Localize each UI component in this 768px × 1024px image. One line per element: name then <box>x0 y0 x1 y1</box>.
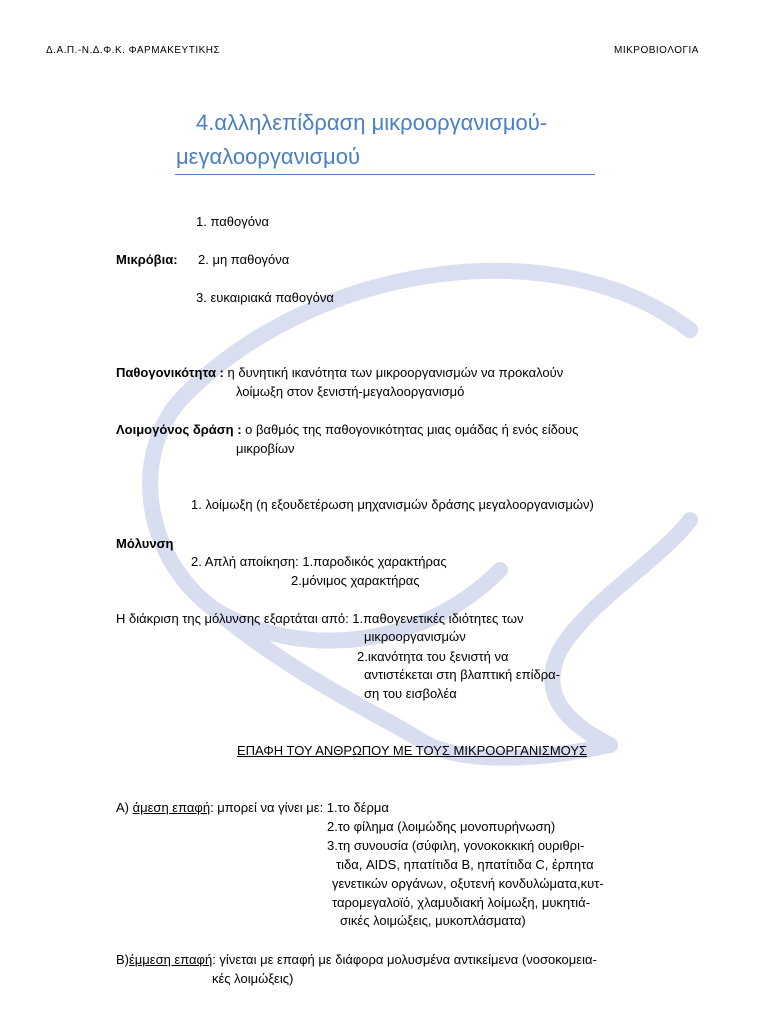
direct-contact-line-6: ταρομεγαλοϊό, χλαμυδιακή λοίμωξη, μυκητιά- <box>332 895 591 910</box>
indirect-contact-line-2: κές λοιμώξεις) <box>212 971 294 986</box>
contamination-item-2: 2. Απλή αποίκηση: 1.παροδικός χαρακτήρας <box>191 554 447 569</box>
contamination-item-1: 1. λοίμωξη (η εξουδετέρωση μηχανισμών δράσης μεγαλοοργανισμών) <box>191 497 594 512</box>
microbes-item-3: 3. ευκαιριακά παθογόνα <box>196 290 334 305</box>
title-line-2: μεγαλοοργανισμού <box>176 144 360 169</box>
title-rule <box>175 174 595 175</box>
virulence-line-1: ο βαθμός της παθογονικότητας μιας ομάδας ή ενός είδους <box>241 422 579 437</box>
pathogenicity-line-1: η δυνητική ικανότητα των μικροοργανισμών να προκαλούν <box>223 365 564 380</box>
direct-prefix: Α) <box>116 800 133 815</box>
virulence-line-2: μικροβίων <box>236 441 295 456</box>
direct-term: άμεση επαφή <box>132 800 211 815</box>
distinction-line-3: 2.ικανότητα του ξενιστή να <box>357 649 509 664</box>
pathogenicity-term: Παθογονικότητα : <box>116 365 224 380</box>
microbes-label: Μικρόβια: <box>116 252 178 267</box>
microbes-item-1: 1. παθογόνα <box>196 214 269 229</box>
direct-contact-line-2: 2.το φίλημα (λοιμώδης μονοπυρήνωση) <box>327 819 556 834</box>
header-right: ΜΙΚΡΟΒΙΟΛΟΓΙΑ <box>614 45 699 56</box>
distinction-line-5: ση του εισβολέα <box>364 686 457 701</box>
distinction-line-2: μικροοργανισμών <box>364 629 466 644</box>
indirect-prefix: Β) <box>116 952 129 967</box>
header-left: Δ.Α.Π.-Ν.Δ.Φ.Κ. ΦΑΡΜΑΚΕΥΤΙΚΗΣ <box>46 45 221 56</box>
virulence-term: Λοιμογόνος δράση : <box>116 422 242 437</box>
pathogenicity-line-2: λοίμωξη στον ξενιστή-μεγαλοοργανισμό <box>236 384 465 399</box>
distinction-line-4: αντιστέκεται στη βλαπτική επίδρα- <box>364 667 561 682</box>
direct-contact-line-5: γενετικών οργάνων, οξυτενή κονδυλώματα,κυτ- <box>332 876 604 891</box>
contamination-label: Μόλυνση <box>116 536 174 551</box>
title-line-1: 4.αλληλεπίδραση μικροοργανισμού- <box>196 110 548 135</box>
indirect-contact-line-1 <box>116 952 597 968</box>
microbes-item-2: 2. μη παθογόνα <box>198 252 290 267</box>
indirect-rest: : γίνεται με επαφή με διάφορα μολυσμένα αντικείμενα (νοσοκομεια- <box>212 952 597 967</box>
direct-contact-line-1 <box>116 800 389 816</box>
virulence-definition <box>116 422 578 438</box>
pathogenicity-definition <box>116 365 563 381</box>
direct-contact-line-4: τιδα, AIDS, ηπατίτιδα Β, ηπατίτιδα C, έρπητα <box>336 857 594 872</box>
direct-contact-line-3: 3.τη συνουσία (σύφιλη, γονοκοκκική ουριθρι- <box>327 838 585 853</box>
direct-rest: : μπορεί να γίνει με: 1.το δέρμα <box>210 800 389 815</box>
contamination-item-2b: 2.μόνιμος χαρακτήρας <box>291 573 420 588</box>
direct-contact-line-7: σικές λοιμώξεις, μυκοπλάσματα) <box>340 913 526 928</box>
contact-heading: ΕΠΑΦΗ ΤΟΥ ΑΝΘΡΩΠΟΥ ΜΕ ΤΟΥΣ ΜΙΚΡΟΟΡΓΑΝΙΣΜΟΥΣ <box>237 743 588 758</box>
distinction-line-1: Η διάκριση της μόλυνσης εξαρτάται από: 1.παθογενετικές ιδιότητες των <box>116 611 524 626</box>
indirect-term: έμμεση επαφή <box>129 952 213 967</box>
